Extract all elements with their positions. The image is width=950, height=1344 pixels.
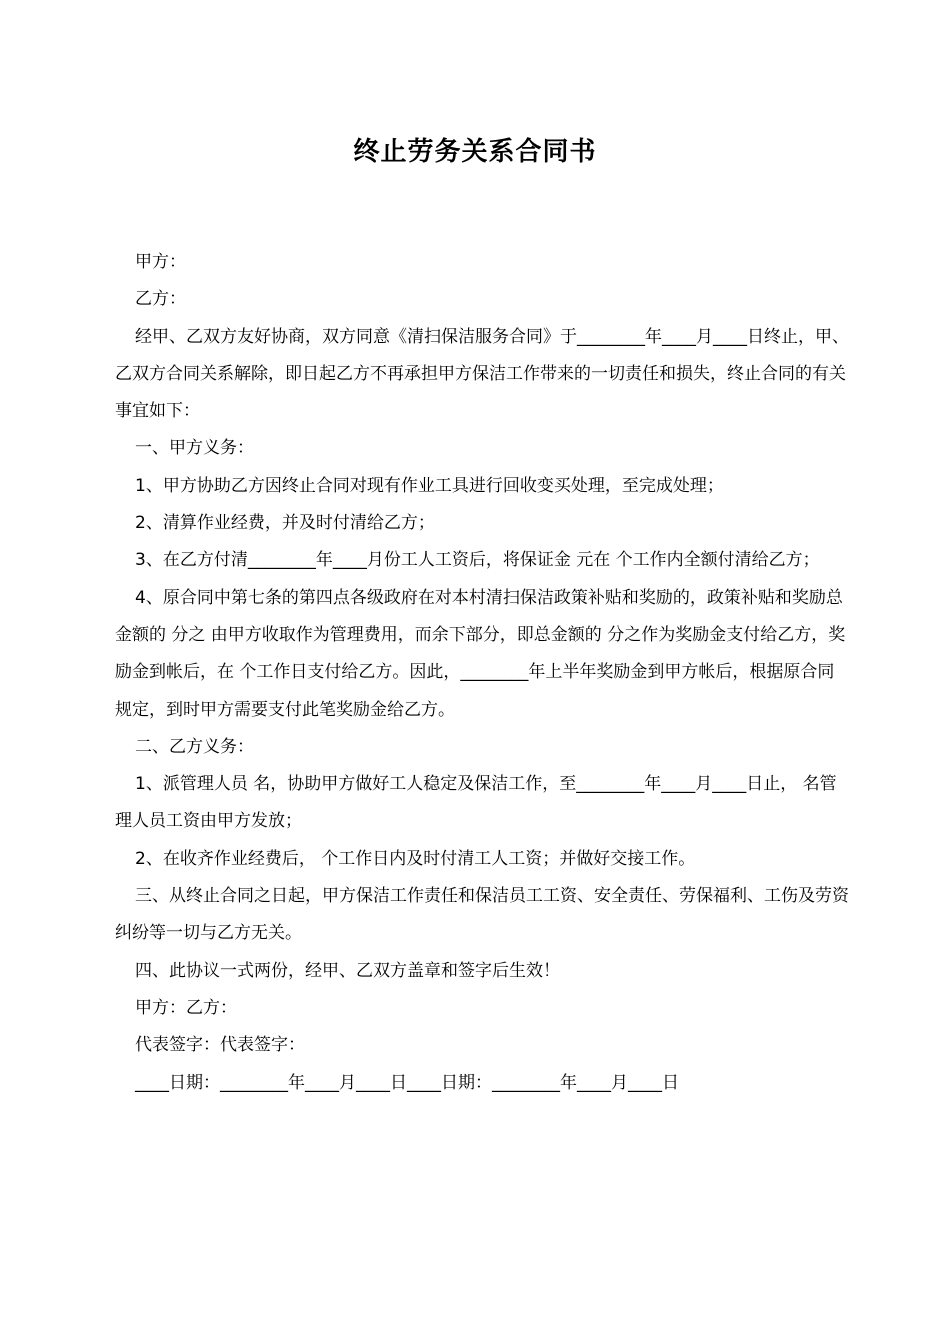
party-b-line: 乙方： bbox=[135, 289, 186, 310]
document-body bbox=[115, 244, 850, 1102]
party-a-clause-4: 4、原合同中第七条的第四点各级政府在对本村清扫保洁政策补贴和奖励的，政策补贴和奖励总金额的 分之 由甲方收取作为管理费用，而余下部分，即总金额的 分之作为奖励金支付给乙方，奖励金到帐后，在 个工作日支付给乙方。因此，________年上半年奖励金到甲方帐后，根据原合同规定，到时甲方需要支付此笔奖励金给乙方。 bbox=[115, 587, 846, 720]
section-heading-party-a: 一、甲方义务： bbox=[135, 438, 254, 459]
party-a-line: 甲方： bbox=[135, 252, 186, 272]
signature-parties-line: 甲方：乙方： bbox=[135, 997, 237, 1018]
section-3-paragraph: 三、从终止合同之日起，甲方保洁工作责任和保洁员工工资、安全责任、劳保福利、工伤及劳资纠纷等一切与乙方无关。 bbox=[115, 886, 849, 944]
party-a-clause-1: 1、甲方协助乙方因终止合同对现有作业工具进行回收变买处理，至完成处理； bbox=[135, 475, 724, 496]
party-a-clause-3: 3、在乙方付清________年____月份工人工资后，将保证金 元在 个工作内全额付清给乙方； bbox=[135, 550, 820, 571]
party-a-clause-2: 2、清算作业经费，并及时付清给乙方； bbox=[135, 513, 435, 534]
section-4-paragraph: 四、此协议一式两份，经甲、乙双方盖章和签字后生效！ bbox=[135, 960, 560, 981]
party-b-clause-1: 1、派管理人员 名，协助甲方做好工人稳定及保洁工作，至________年____月____日止， 名管理人员工资由甲方发放； bbox=[115, 774, 837, 832]
signature-representatives-line: 代表签字：代表签字： bbox=[135, 1035, 305, 1056]
intro-paragraph: 经甲、乙双方友好协商，双方同意《清扫保洁服务合同》于________年____月____日终止，甲、乙双方合同关系解除，即日起乙方不再承担甲方保洁工作带来的一切责任和损失，终止合同的有关事宜如下： bbox=[115, 326, 849, 422]
party-b-clause-2: 2、在收齐作业经费后， 个工作日内及时付清工人工资；并做好交接工作。 bbox=[135, 848, 696, 869]
document-title: 终止劳务关系合同书 bbox=[353, 137, 597, 167]
section-heading-party-b: 二、乙方义务： bbox=[135, 736, 254, 757]
signature-dates-line: ____日期：________年____月____日____日期：________年____月____日 bbox=[135, 1072, 679, 1093]
